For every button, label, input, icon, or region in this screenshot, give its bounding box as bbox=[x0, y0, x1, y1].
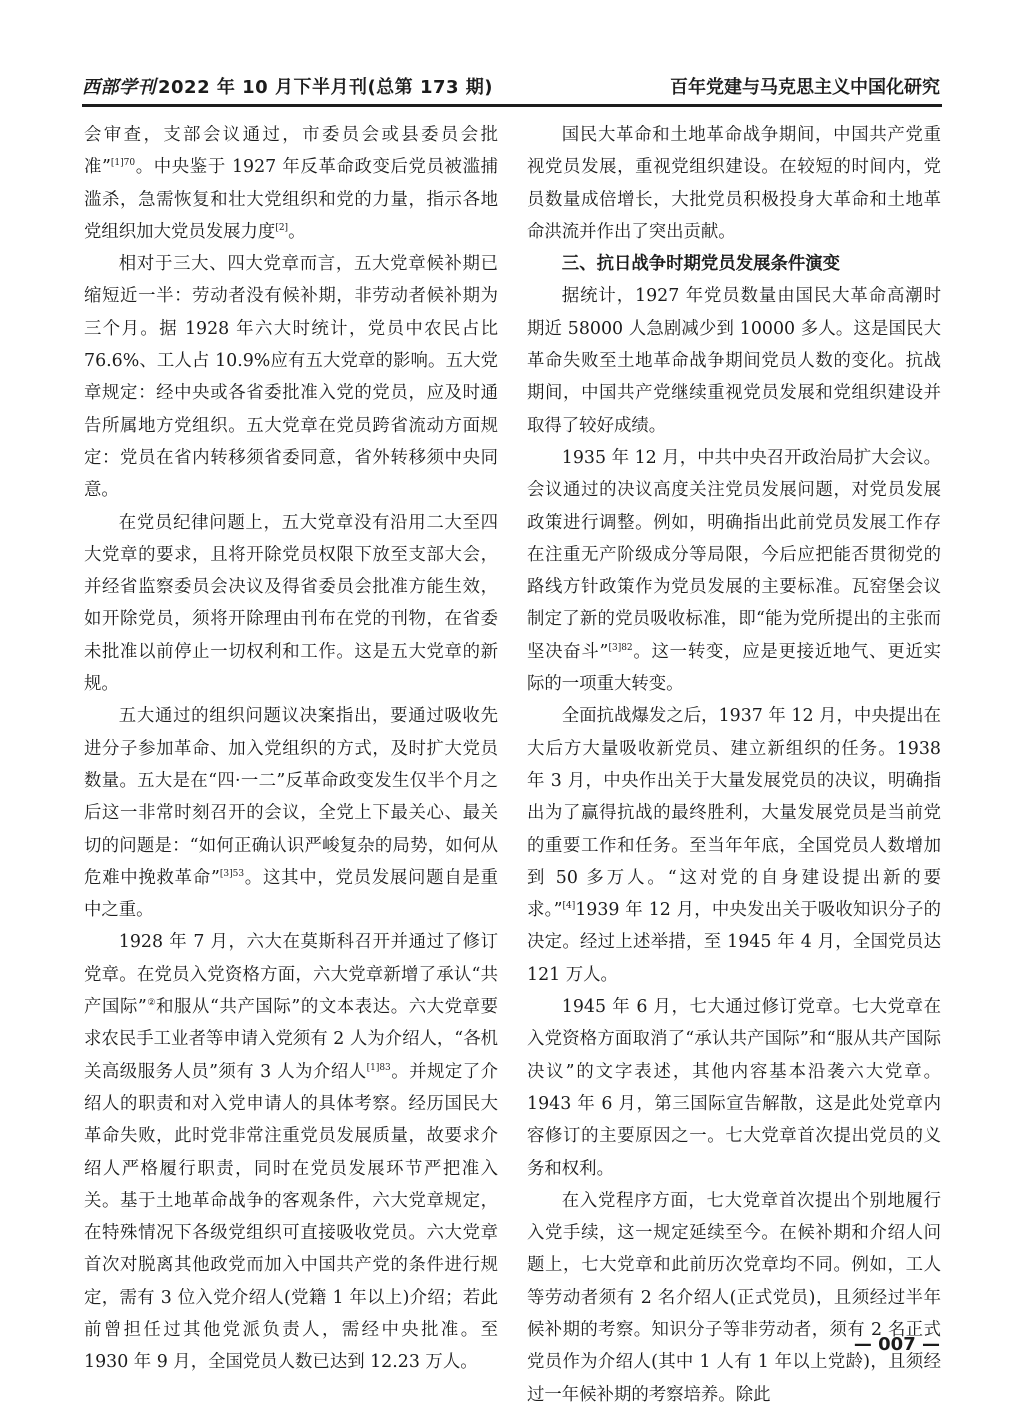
right-column bbox=[527, 119, 941, 1411]
paragraph: 全面抗战爆发之后，1937 年 12 月，中央提出在大后方大量吸收新党员、建立新组织的任务。1938 年 3 月，中央作出关于大量发展党员的决议，明确指出为了赢得抗战的最终胜利，大量发展党员是当前党的重要工作和任务。至当年年底，全国党员人数增加到 50 多万人。“这对党的自身建设提出新的要求。”[4]1939 年 12 月，中央发出关于吸收知识分子的决定。经过上述举措，至 1945 年 4 月，全国党员达 121 万人。 bbox=[527, 706, 941, 985]
column-title: 百年党建与马克思主义中国化研究 bbox=[670, 77, 940, 98]
paragraph: 在党员纪律问题上，五大党章没有沿用二大至四大党章的要求，且将开除党员权限下放至支部大会，并经省监察委员会决议及得省委员会批准方能生效，如开除党员，须将开除理由刊布在党的刊物，在省委未批准以前停止一切权利和工作。这是五大党章的新规。 bbox=[84, 512, 498, 695]
paragraph: 据统计，1927 年党员数量由国民大革命高潮时期近 58000 人急剧减少到 10000 多人。这是国民大革命失败至土地革命战争期间党员人数的变化。抗战期间，中国共产党继续重视党员发展和党组织建设并取得了较好成绩。 bbox=[527, 286, 941, 436]
journal-issue bbox=[82, 73, 493, 99]
paragraph: 在入党程序方面，七大党章首次提出个别地履行入党手续，这一规定延续至今。在候补期和介绍人问题上，七大党章和此前历次党章均不同。例如，工人等劳动者须有 2 名介绍人(正式党员)，且须经过半年候补期的考察。知识分子等非劳动者，须有 2 名正式党员作为介绍人(其中 1 人有 1 年以上党龄)，且须经过一年候补期的考察培养。除此 bbox=[527, 1190, 941, 1405]
paragraph: 五大通过的组织问题议决案指出，要通过吸收先进分子参加革命、加入党组织的方式，及时扩大党员数量。五大是在“四·一二”反革命政变发生仅半个月之后这一非常时刻召开的会议，全党上下最关心、最关切的问题是：“如何正确认识严峻复杂的局势，如何从危难中挽救革命”$^{[3]53}$。这其中，党员发展问题自是重中之重。 bbox=[84, 706, 498, 921]
paragraph: 相对于三大、四大党章而言，五大党章候补期已缩短近一半：劳动者没有候补期，非劳动者候补期为三个月。据 1928 年六大时统计，党员中农民占比 76.6%、工人占 10.9%应有五大党章的影响。五大党章规定：经中央或各省委批准入党的党员，应及时通告所属地方党组织。五大党章在党员跨省流动方面规定：党员在省内转移须省委同意，省外转移须中央同意。 bbox=[84, 254, 498, 501]
paragraph: 1945 年 6 月，七大通过修订党章。七大党章在入党资格方面取消了“承认共产国际”和“服从共产国际决议”的文字表述，其他内容基本沿袭六大党章。1943 年 6 月，第三国际宣告解散，这是此处党章内容修订的主要原因之一。七大党章首次提出党员的义务和权利。 bbox=[527, 997, 941, 1179]
page-number: — 007 — bbox=[853, 1334, 940, 1355]
paragraph: 1928 年 7 月，六大在莫斯科召开并通过了修订党章。在党员入党资格方面，六大党章新增了承认“共产国际”②和服从“共产国际”的文本表达。六大党章要求农民手工业者等申请入党须有 2 人为介绍人，“各机关高级服务人员”须有 3 人为介绍人$^{[1]83}$。并规定了介绍人的职责和对入党申请人的具体考察。经历国民大革命失败，此时党非常注重党员发展质量，故要求介绍人严格履行职责，同时在党员发展环节严把准入关。基于土地革命战争的客观条件，六大党章规定，在特殊情况下各级党组织可直接吸收党员。六大党章首次对脱离其他政党而加入中国共产党的条件进行规定，需有 3 位入党介绍人(党籍 1 年以上)介绍；若此前曾担任过其他党派负责人，需经中央批准。至 1930 年 9 月，全国党员人数已达到 12.23 万人。 bbox=[84, 932, 498, 1373]
paragraph: 国民大革命和土地革命战争期间，中国共产党重视党员发展，重视党组织建设。在较短的时间内，党员数量成倍增长，大批党员积极投身大革命和土地革命洪流并作出了突出贡献。 bbox=[527, 125, 941, 242]
issue-label: 2022 年 10 月下半月刊(总第 173 期) bbox=[158, 77, 494, 98]
left-column bbox=[84, 119, 498, 1379]
paragraph: 会审查，支部会议通过，市委员会或县委员会批准”$^{[1]70}$。中央鉴于 1927 年反革命政变后党员被滥捕滥杀，急需恢复和壮大党组织和党的力量，指示各地党组织加大党员发展力度[2]。 bbox=[84, 125, 498, 242]
paragraph: 1935 年 12 月，中共中央召开政治局扩大会议。会议通过的决议高度关注党员发展问题，对党员发展政策进行调整。例如，明确指出此前党员发展工作存在注重无产阶级成分等局限，今后应把能否贯彻党的路线方针政策作为党员发展的主要标准。瓦窑堡会议制定了新的党员吸收标准，即“能为党所提出的主张而坚决奋斗”$^{[3]82}$。这一转变，应是更接近地气、更近实际的一项重大转变。 bbox=[527, 447, 941, 695]
journal-logo: 西部学刊 bbox=[82, 77, 156, 98]
running-header bbox=[82, 70, 942, 107]
section-heading: 三、抗日战争时期党员发展条件演变 bbox=[561, 254, 841, 275]
